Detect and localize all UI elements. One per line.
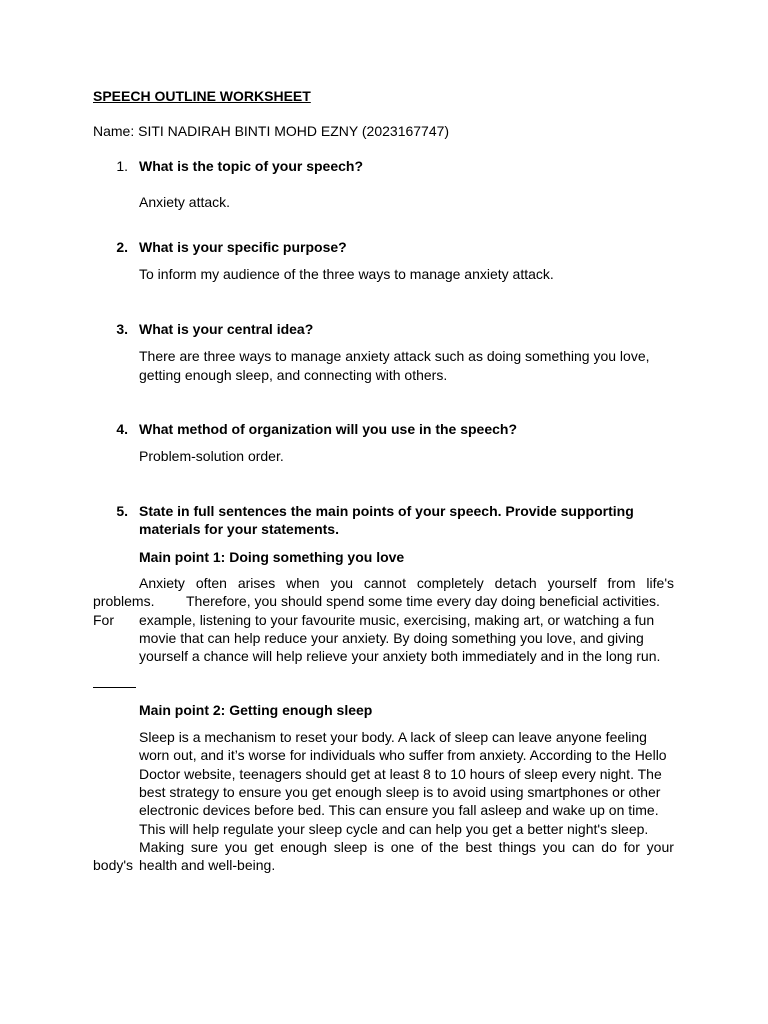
- question-number: 4.: [116, 421, 128, 437]
- word: you: [224, 839, 248, 855]
- paragraph-text: worn out, and it’s worse for individuals who suffer from anxiety. According to the Hello: [139, 747, 667, 763]
- student-name: Name: SITI NADIRAH BINTI MOHD EZNY (2023167747): [93, 123, 450, 139]
- word: sleep: [333, 839, 368, 855]
- word: sure: [190, 839, 219, 855]
- answer-3-line: getting enough sleep, and connecting with others.: [139, 367, 448, 383]
- word: Anxiety: [139, 575, 185, 591]
- paragraph-text: yourself a chance will help relieve your anxiety both immediately and in the long run.: [139, 648, 661, 664]
- word: the: [439, 839, 459, 855]
- main-point-2-heading: Main point 2: Getting enough sleep: [139, 702, 373, 718]
- word: your: [646, 839, 674, 855]
- paragraph-text: best strategy to ensure you get enough sleep is to avoid using smartphones or other: [139, 784, 661, 800]
- word: yourself: [547, 575, 597, 591]
- paragraph-text: health and well-being.: [139, 857, 276, 873]
- word: for: [623, 839, 640, 855]
- paragraph-text: example, listening to your favourite music, exercising, making art, or watching a fun: [139, 612, 655, 628]
- word: enough: [280, 839, 328, 855]
- word: do: [601, 839, 617, 855]
- word: you: [542, 839, 566, 855]
- question-number: 5.: [116, 503, 128, 519]
- word: detach: [494, 575, 537, 591]
- question-5-line: materials for your statements.: [139, 521, 339, 537]
- justified-line: [139, 574, 674, 592]
- question-3: What is your central idea?: [139, 321, 314, 337]
- paragraph-text: Therefore, you should spend some time every day doing beneficial activities.: [186, 593, 660, 609]
- paragraph-text: electronic devices before bed. This can ensure you fall asleep and wake up on time.: [139, 802, 659, 818]
- word: one: [390, 839, 415, 855]
- paragraph-text: body's: [93, 857, 134, 873]
- answer-1: Anxiety attack.: [139, 194, 231, 210]
- answer-4: Problem-solution order.: [139, 448, 284, 464]
- word: you: [330, 575, 354, 591]
- paragraph-text: Sleep is a mechanism to reset your body. A lack of sleep can leave anyone feeling: [139, 729, 647, 745]
- paragraph-text: problems.: [93, 593, 155, 609]
- word: is: [373, 839, 385, 855]
- word: cannot: [363, 575, 406, 591]
- paragraph-text: For: [93, 612, 114, 628]
- word: things: [498, 839, 536, 855]
- answer-2: To inform my audience of the three ways to manage anxiety attack.: [139, 266, 554, 282]
- word: life's: [646, 575, 674, 591]
- question-5-line: State in full sentences the main points of your speech. Provide supporting: [139, 503, 634, 519]
- word: completely: [416, 575, 484, 591]
- paragraph-text: Doctor website, teenagers should get at least 8 to 10 hours of sleep every night. The: [139, 766, 662, 782]
- worksheet-title: SPEECH OUTLINE WORKSHEET: [93, 88, 311, 104]
- word: from: [607, 575, 636, 591]
- main-point-1-heading: Main point 1: Doing something you love: [139, 549, 405, 565]
- divider-line: [93, 687, 136, 688]
- word: get: [254, 839, 274, 855]
- question-1: What is the topic of your speech?: [139, 158, 364, 174]
- word: often: [195, 575, 227, 591]
- question-4: What method of organization will you use in the speech?: [139, 421, 518, 437]
- question-number: 3.: [116, 321, 128, 337]
- justified-line: [139, 838, 674, 856]
- question-number: 1.: [116, 158, 128, 174]
- word: can: [572, 839, 595, 855]
- word: Making: [139, 839, 185, 855]
- answer-3-line: There are three ways to manage anxiety attack such as doing something you love,: [139, 348, 650, 364]
- question-number: 2.: [116, 239, 128, 255]
- word: arises: [237, 575, 276, 591]
- word: best: [465, 839, 492, 855]
- word: of: [420, 839, 433, 855]
- paragraph-text: This will help regulate your sleep cycle and can help you get a better night's sleep.: [139, 821, 649, 837]
- word: when: [286, 575, 320, 591]
- question-2: What is your specific purpose?: [139, 239, 347, 255]
- paragraph-text: movie that can help reduce your anxiety. By doing something you love, and giving: [139, 630, 644, 646]
